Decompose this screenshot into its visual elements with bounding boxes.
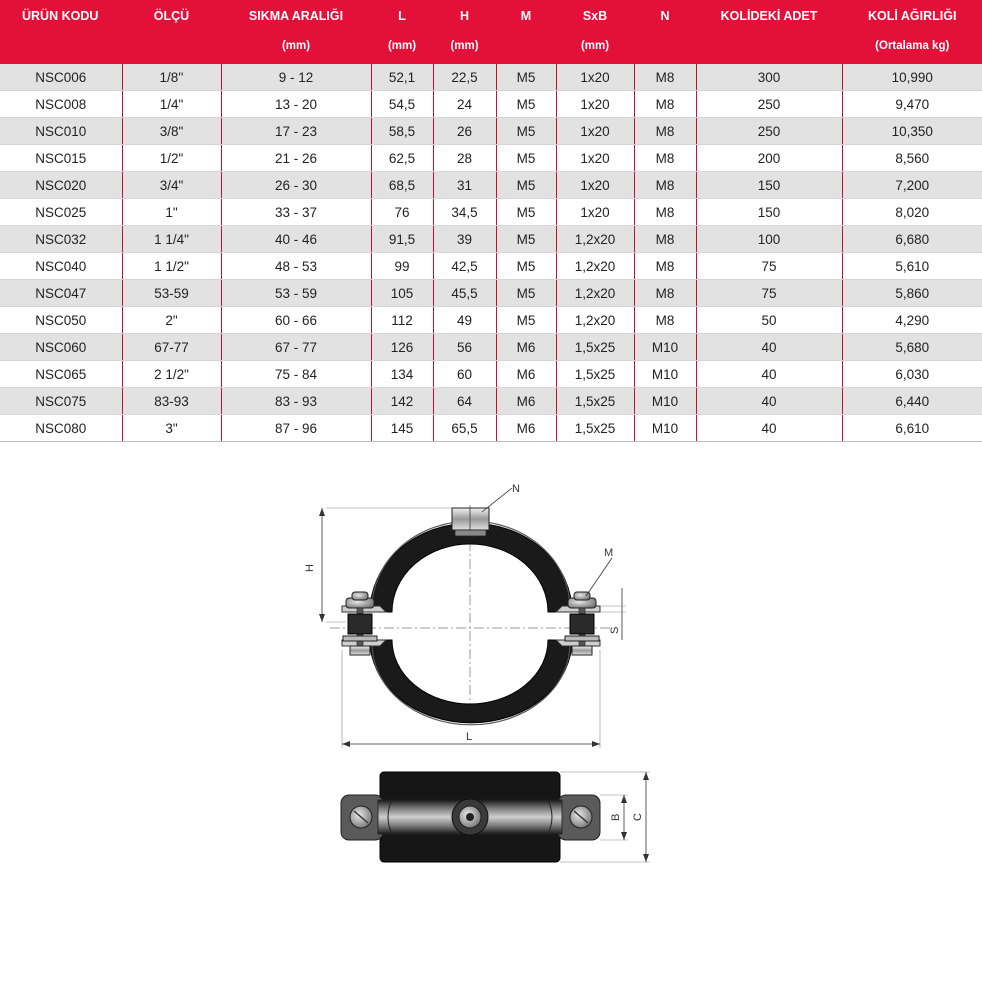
table-cell: M10 (634, 361, 696, 388)
table-cell: 142 (371, 388, 433, 415)
table-cell: 150 (696, 172, 842, 199)
table-cell: 145 (371, 415, 433, 442)
table-cell: 1 1/2" (122, 253, 221, 280)
table-cell: M5 (496, 172, 556, 199)
table-cell: 7,200 (842, 172, 982, 199)
label-l: L (466, 731, 473, 743)
column-header: ÖLÇÜ (122, 0, 221, 32)
table-cell: 250 (696, 91, 842, 118)
table-cell: M8 (634, 91, 696, 118)
table-cell: 1/2" (122, 145, 221, 172)
column-header: SxB (556, 0, 634, 32)
table-cell: 6,610 (842, 415, 982, 442)
table-cell: 24 (433, 91, 496, 118)
column-header: SIKMA ARALIĞI (221, 0, 371, 32)
table-cell: 56 (433, 334, 496, 361)
table-cell: 10,990 (842, 64, 982, 91)
top-view (341, 772, 650, 862)
table-cell: M5 (496, 118, 556, 145)
table-cell: NSC080 (0, 415, 122, 442)
table-cell: M8 (634, 199, 696, 226)
table-cell: 1,5x25 (556, 334, 634, 361)
table-cell: NSC060 (0, 334, 122, 361)
table-cell: 1x20 (556, 118, 634, 145)
table-cell: 68,5 (371, 172, 433, 199)
table-cell: 1,5x25 (556, 415, 634, 442)
table-cell: 3/4" (122, 172, 221, 199)
table-cell: NSC065 (0, 361, 122, 388)
table-cell: 76 (371, 199, 433, 226)
table-cell: 300 (696, 64, 842, 91)
column-header: KOLİ AĞIRLIĞI (842, 0, 982, 32)
table-cell: M5 (496, 91, 556, 118)
column-unit: (Ortalama kg) (842, 32, 982, 64)
table-cell: M8 (634, 64, 696, 91)
table-cell: 28 (433, 145, 496, 172)
table-cell: M5 (496, 280, 556, 307)
column-header: KOLİDEKİ ADET (696, 0, 842, 32)
table-cell: NSC008 (0, 91, 122, 118)
table-cell: 60 - 66 (221, 307, 371, 334)
table-cell: 83-93 (122, 388, 221, 415)
table-cell: M5 (496, 226, 556, 253)
column-header: ÜRÜN KODU (0, 0, 122, 32)
table-cell: 65,5 (433, 415, 496, 442)
table-cell: M8 (634, 307, 696, 334)
rubber-upper-half (370, 523, 572, 612)
table-cell: 1 1/4" (122, 226, 221, 253)
table-cell: 91,5 (371, 226, 433, 253)
table-cell: 21 - 26 (221, 145, 371, 172)
table-cell: 134 (371, 361, 433, 388)
table-cell: 67 - 77 (221, 334, 371, 361)
table-cell: 126 (371, 334, 433, 361)
column-header: N (634, 0, 696, 32)
table-cell: 22,5 (433, 64, 496, 91)
column-header: L (371, 0, 433, 32)
table-cell: M10 (634, 334, 696, 361)
table-cell: M5 (496, 145, 556, 172)
table-cell: NSC075 (0, 388, 122, 415)
label-s: S (609, 626, 621, 634)
table-cell: 1x20 (556, 172, 634, 199)
column-unit: (mm) (221, 32, 371, 64)
table-cell: 1,2x20 (556, 226, 634, 253)
table-cell: 62,5 (371, 145, 433, 172)
table-cell: 60 (433, 361, 496, 388)
table-cell: 6,680 (842, 226, 982, 253)
table-cell: M8 (634, 226, 696, 253)
table-cell: M5 (496, 64, 556, 91)
table-cell: 5,680 (842, 334, 982, 361)
table-cell: 87 - 96 (221, 415, 371, 442)
table-cell: 40 (696, 415, 842, 442)
table-cell: 1x20 (556, 199, 634, 226)
table-cell: 17 - 23 (221, 118, 371, 145)
table-cell: 53 - 59 (221, 280, 371, 307)
table-cell: 105 (371, 280, 433, 307)
table-cell: 26 (433, 118, 496, 145)
table-cell: 100 (696, 226, 842, 253)
table-cell: 3/8" (122, 118, 221, 145)
table-cell: M5 (496, 199, 556, 226)
rubber-lower-half (370, 640, 572, 723)
table-cell: 83 - 93 (221, 388, 371, 415)
table-cell: 112 (371, 307, 433, 334)
table-cell: 200 (696, 145, 842, 172)
table-cell: 10,350 (842, 118, 982, 145)
table-cell: 1,5x25 (556, 361, 634, 388)
table-cell: 34,5 (433, 199, 496, 226)
table-cell: 99 (371, 253, 433, 280)
table-cell: 5,610 (842, 253, 982, 280)
table-cell: 75 (696, 253, 842, 280)
table-cell: M8 (634, 280, 696, 307)
table-cell: 75 - 84 (221, 361, 371, 388)
table-cell: 1/4" (122, 91, 221, 118)
table-cell: 2" (122, 307, 221, 334)
table-cell: NSC015 (0, 145, 122, 172)
column-unit: (mm) (433, 32, 496, 64)
label-h: H (304, 564, 316, 572)
table-cell: NSC050 (0, 307, 122, 334)
table-cell: M10 (634, 415, 696, 442)
table-cell: 39 (433, 226, 496, 253)
table-cell: M6 (496, 388, 556, 415)
table-cell: 67-77 (122, 334, 221, 361)
table-cell: 1,2x20 (556, 307, 634, 334)
table-cell: 1x20 (556, 91, 634, 118)
table-cell: M6 (496, 334, 556, 361)
table-cell: M6 (496, 415, 556, 442)
table-cell: 1x20 (556, 145, 634, 172)
table-cell: 26 - 30 (221, 172, 371, 199)
table-cell: 3" (122, 415, 221, 442)
table-cell: 54,5 (371, 91, 433, 118)
table-cell: M6 (496, 361, 556, 388)
table-cell: M8 (634, 118, 696, 145)
label-n: N (512, 483, 520, 495)
table-cell: 9 - 12 (221, 64, 371, 91)
table-cell: 8,560 (842, 145, 982, 172)
table-cell: 40 - 46 (221, 226, 371, 253)
front-view (304, 483, 626, 748)
table-cell: 4,290 (842, 307, 982, 334)
table-cell: 150 (696, 199, 842, 226)
table-cell: M8 (634, 172, 696, 199)
table-cell: NSC010 (0, 118, 122, 145)
table-cell: 2 1/2" (122, 361, 221, 388)
column-header: M (496, 0, 556, 32)
table-cell: 6,030 (842, 361, 982, 388)
table-cell: 1,2x20 (556, 253, 634, 280)
table-cell: 9,470 (842, 91, 982, 118)
table-cell: 5,860 (842, 280, 982, 307)
column-unit: (mm) (371, 32, 433, 64)
table-cell: NSC032 (0, 226, 122, 253)
table-cell: NSC025 (0, 199, 122, 226)
table-cell: 40 (696, 361, 842, 388)
table-cell: 40 (696, 388, 842, 415)
table-cell: M8 (634, 145, 696, 172)
table-cell: 1" (122, 199, 221, 226)
table-cell: 45,5 (433, 280, 496, 307)
table-cell: M10 (634, 388, 696, 415)
table-cell: 1,2x20 (556, 280, 634, 307)
table-cell: 8,020 (842, 199, 982, 226)
table-cell: 1/8'' (122, 64, 221, 91)
label-m: M (604, 547, 614, 559)
table-cell: 52,1 (371, 64, 433, 91)
label-b: B (610, 813, 622, 821)
table-cell: 50 (696, 307, 842, 334)
table-cell: NSC047 (0, 280, 122, 307)
table-cell: NSC006 (0, 64, 122, 91)
table-cell: 64 (433, 388, 496, 415)
table-cell: 48 - 53 (221, 253, 371, 280)
top-nut (452, 508, 489, 536)
table-cell: 1x20 (556, 64, 634, 91)
table-cell: 58,5 (371, 118, 433, 145)
table-cell: M8 (634, 253, 696, 280)
table-cell: 40 (696, 334, 842, 361)
column-unit: (mm) (556, 32, 634, 64)
table-cell: 75 (696, 280, 842, 307)
table-cell: M5 (496, 307, 556, 334)
table-cell: 33 - 37 (221, 199, 371, 226)
table-cell: NSC040 (0, 253, 122, 280)
table-cell: 42,5 (433, 253, 496, 280)
table-cell: 31 (433, 172, 496, 199)
table-cell: 13 - 20 (221, 91, 371, 118)
table-cell: 1,5x25 (556, 388, 634, 415)
table-cell: 250 (696, 118, 842, 145)
table-cell: 6,440 (842, 388, 982, 415)
label-c: C (632, 813, 644, 821)
table-cell: NSC020 (0, 172, 122, 199)
table-cell: 49 (433, 307, 496, 334)
column-header: H (433, 0, 496, 32)
table-cell: M5 (496, 253, 556, 280)
table-cell: 53-59 (122, 280, 221, 307)
